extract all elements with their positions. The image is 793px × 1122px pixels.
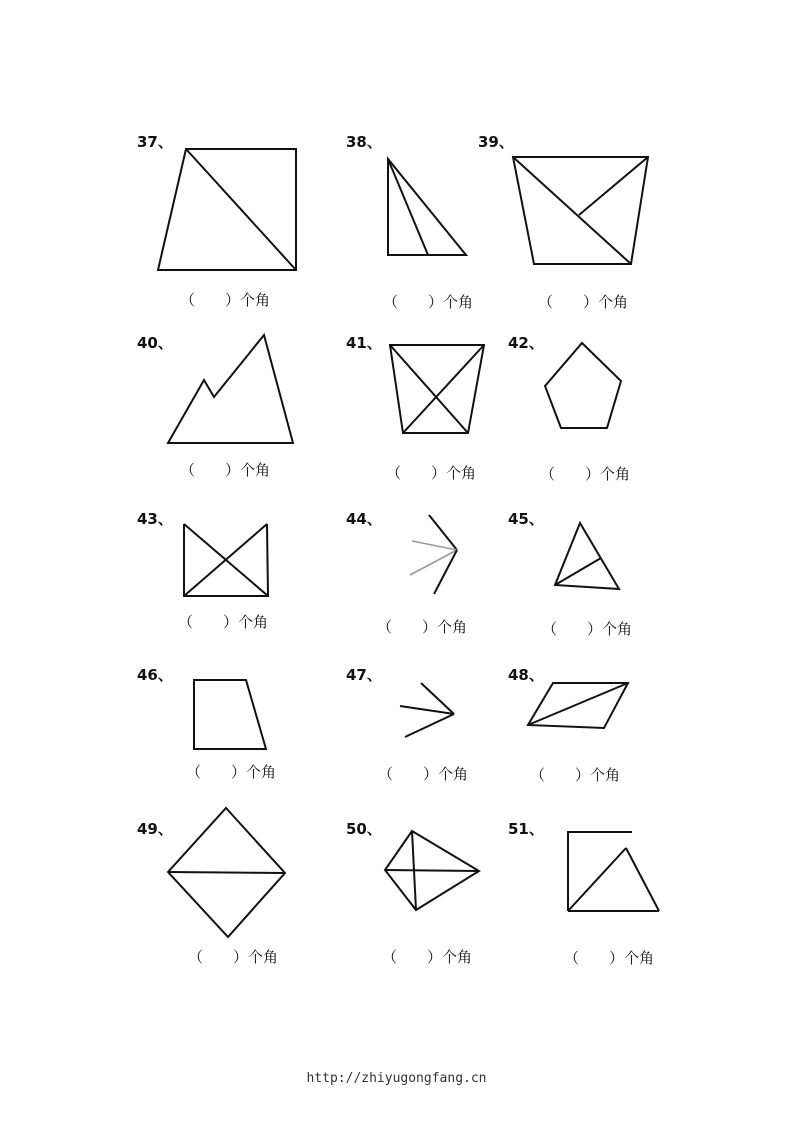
answer-blank[interactable]: （ ）个角: [564, 949, 655, 967]
problem-number: 43、: [137, 510, 173, 528]
answer-blank[interactable]: （ ）个角: [382, 948, 473, 966]
problem-number: 42、: [508, 334, 544, 352]
footer-url[interactable]: http://zhiyugongfang.cn: [306, 1071, 487, 1086]
answer-blank[interactable]: （ ）个角: [186, 763, 277, 781]
problem-number: 50、: [346, 820, 382, 838]
answer-blank[interactable]: （ ）个角: [383, 293, 474, 311]
figure-38-right-triangle-with-segment: [388, 159, 466, 255]
figure-48-parallelogram-with-diagonal: [528, 683, 628, 728]
problem-number: 37、: [137, 133, 173, 151]
figure-49-rhombus-with-diagonal: [168, 808, 285, 937]
answer-blank[interactable]: （ ）个角: [178, 613, 269, 631]
answer-blank[interactable]: （ ）个角: [538, 293, 629, 311]
figure-44-ray-fan: [410, 515, 457, 594]
problem-number: 48、: [508, 666, 544, 684]
problem-number: 41、: [346, 334, 382, 352]
figure-42-pentagon: [545, 343, 621, 428]
answer-blank[interactable]: （ ）个角: [377, 618, 468, 636]
problem-number: 46、: [137, 666, 173, 684]
answer-blank[interactable]: （ ）个角: [378, 765, 469, 783]
problem-number: 40、: [137, 334, 173, 352]
figure-39-trapezoid-with-lines: [513, 157, 648, 264]
problem-number: 51、: [508, 820, 544, 838]
answer-blank[interactable]: （ ）个角: [540, 465, 631, 483]
problem-number: 47、: [346, 666, 382, 684]
answer-blank[interactable]: （ ）个角: [386, 464, 477, 482]
problem-number: 44、: [346, 510, 382, 528]
answer-blank[interactable]: （ ）个角: [542, 620, 633, 638]
figure-43-square-with-diagonals: [184, 524, 268, 596]
figure-45-triangle-with-segment: [555, 523, 619, 589]
answer-blank[interactable]: （ ）个角: [188, 948, 279, 966]
figure-47-angle-with-ray: [400, 683, 454, 737]
problem-number: 38、: [346, 133, 382, 151]
figure-40-mountain-shape: [168, 335, 293, 443]
figure-46-right-trapezoid: [194, 680, 266, 749]
figure-41-trapezoid-with-diagonals: [390, 345, 484, 433]
figure-50-kite-with-diagonals: [385, 831, 479, 910]
problem-number: 45、: [508, 510, 544, 528]
problem-number: 49、: [137, 820, 173, 838]
problem-number: 39、: [478, 133, 514, 151]
answer-blank[interactable]: （ ）个角: [530, 766, 621, 784]
figure-37-quadrilateral-with-diagonal: [158, 149, 296, 270]
figure-51-composite-shape: [568, 832, 659, 911]
answer-blank[interactable]: （ ）个角: [180, 291, 271, 309]
answer-blank[interactable]: （ ）个角: [180, 461, 271, 479]
